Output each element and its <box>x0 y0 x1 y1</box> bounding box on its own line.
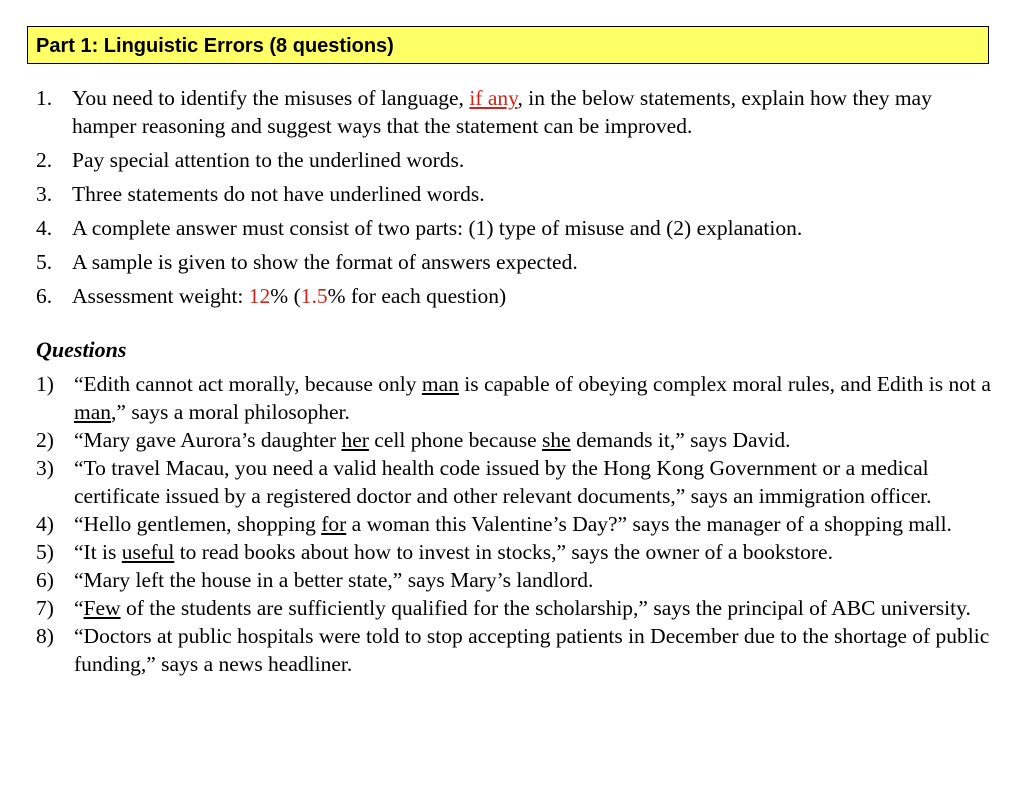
text-segment: cell phone because <box>368 428 543 452</box>
instruction-text <box>72 282 986 310</box>
text-segment: to read books about how to invest in stocks,” says the owner of a bookstore. <box>174 540 833 564</box>
question-text <box>74 594 991 622</box>
instruction-text: A sample is given to show the format of answers expected. <box>72 250 578 274</box>
text-segment: ,” says a moral philosopher. <box>111 400 350 424</box>
instruction-text: Pay special attention to the underlined words. <box>72 148 465 172</box>
instruction-item <box>36 282 986 310</box>
instruction-item <box>36 146 986 174</box>
instruction-text <box>72 84 986 140</box>
question-item <box>36 426 991 454</box>
question-number: 1) <box>36 372 54 396</box>
question-text <box>74 426 991 454</box>
question-number: 7) <box>36 596 54 620</box>
instruction-item <box>36 180 986 208</box>
instruction-item <box>36 214 986 242</box>
text-segment: “It is <box>74 540 122 564</box>
underlined-word: she <box>542 428 571 452</box>
underlined-word: man <box>421 372 459 396</box>
question-number: 2) <box>36 428 54 452</box>
question-text: “Mary left the house in a better state,” says Mary’s landlord. <box>74 568 594 592</box>
question-item <box>36 510 991 538</box>
text-segment: “Mary gave Aurora’s daughter <box>74 428 342 452</box>
instruction-item <box>36 84 986 140</box>
text-segment: of the students are sufficiently qualified for the scholarship,” says the principal of ABC university. <box>120 596 971 620</box>
part-title: Part 1: Linguistic Errors (8 questions) <box>36 35 394 57</box>
instruction-item <box>36 248 986 276</box>
part-header <box>27 26 989 64</box>
instruction-text: Three statements do not have underlined words. <box>72 182 485 206</box>
if-any-emphasis: if any <box>469 86 518 110</box>
question-number: 4) <box>36 512 54 536</box>
questions-heading: Questions <box>36 337 127 362</box>
question-number: 5) <box>36 540 54 564</box>
text-segment: “Hello gentlemen, shopping <box>74 512 322 536</box>
underlined-word: Few <box>83 596 121 620</box>
text-segment: , in the below statements, explain how they may hamper reasoning and suggest ways that the statement can be improved. <box>72 86 932 138</box>
text-segment: demands it,” says David. <box>570 428 791 452</box>
underlined-word: man <box>74 400 112 424</box>
text-segment: Assessment weight: <box>72 284 249 308</box>
question-text <box>74 538 991 566</box>
text-segment: % for each question) <box>327 284 507 308</box>
question-item <box>36 594 991 622</box>
underlined-word: her <box>341 428 369 452</box>
instruction-text: A complete answer must consist of two parts: (1) type of misuse and (2) explanation. <box>72 216 803 240</box>
per-question-weight-value: 1.5 <box>300 284 328 308</box>
question-item <box>36 622 991 678</box>
text-segment: “Edith cannot act morally, because only <box>74 372 422 396</box>
text-segment: is capable of obeying complex moral rules, and Edith is not a <box>458 372 991 396</box>
instruction-number: 1. <box>36 86 53 110</box>
question-item <box>36 566 991 594</box>
instruction-number: 6. <box>36 284 53 308</box>
text-segment: “ <box>74 596 84 620</box>
text-segment: % ( <box>270 284 301 308</box>
instruction-number: 3. <box>36 182 53 206</box>
question-text <box>74 370 991 426</box>
question-number: 3) <box>36 456 54 480</box>
text-segment: a woman this Valentine’s Day?” says the manager of a shopping mall. <box>346 512 952 536</box>
question-number: 8) <box>36 624 54 648</box>
question-text: “To travel Macau, you need a valid health code issued by the Hong Kong Government or a medical certificate issued by a registered doctor and other relevant documents,” says an immigration officer. <box>74 456 932 508</box>
question-item <box>36 538 991 566</box>
instructions-list <box>36 84 986 316</box>
assessment-weight-value: 12 <box>248 284 271 308</box>
instruction-number: 4. <box>36 216 53 240</box>
text-segment: You need to identify the misuses of language, <box>72 86 470 110</box>
question-text: “Doctors at public hospitals were told to stop accepting patients in December due to the shortage of public funding,” says a news headliner. <box>74 624 990 676</box>
questions-list <box>36 370 991 678</box>
question-item <box>36 454 991 510</box>
question-text <box>74 510 991 538</box>
instruction-number: 5. <box>36 250 53 274</box>
question-number: 6) <box>36 568 54 592</box>
underlined-word: for <box>321 512 347 536</box>
underlined-word: useful <box>121 540 175 564</box>
instruction-number: 2. <box>36 148 53 172</box>
question-item <box>36 370 991 426</box>
